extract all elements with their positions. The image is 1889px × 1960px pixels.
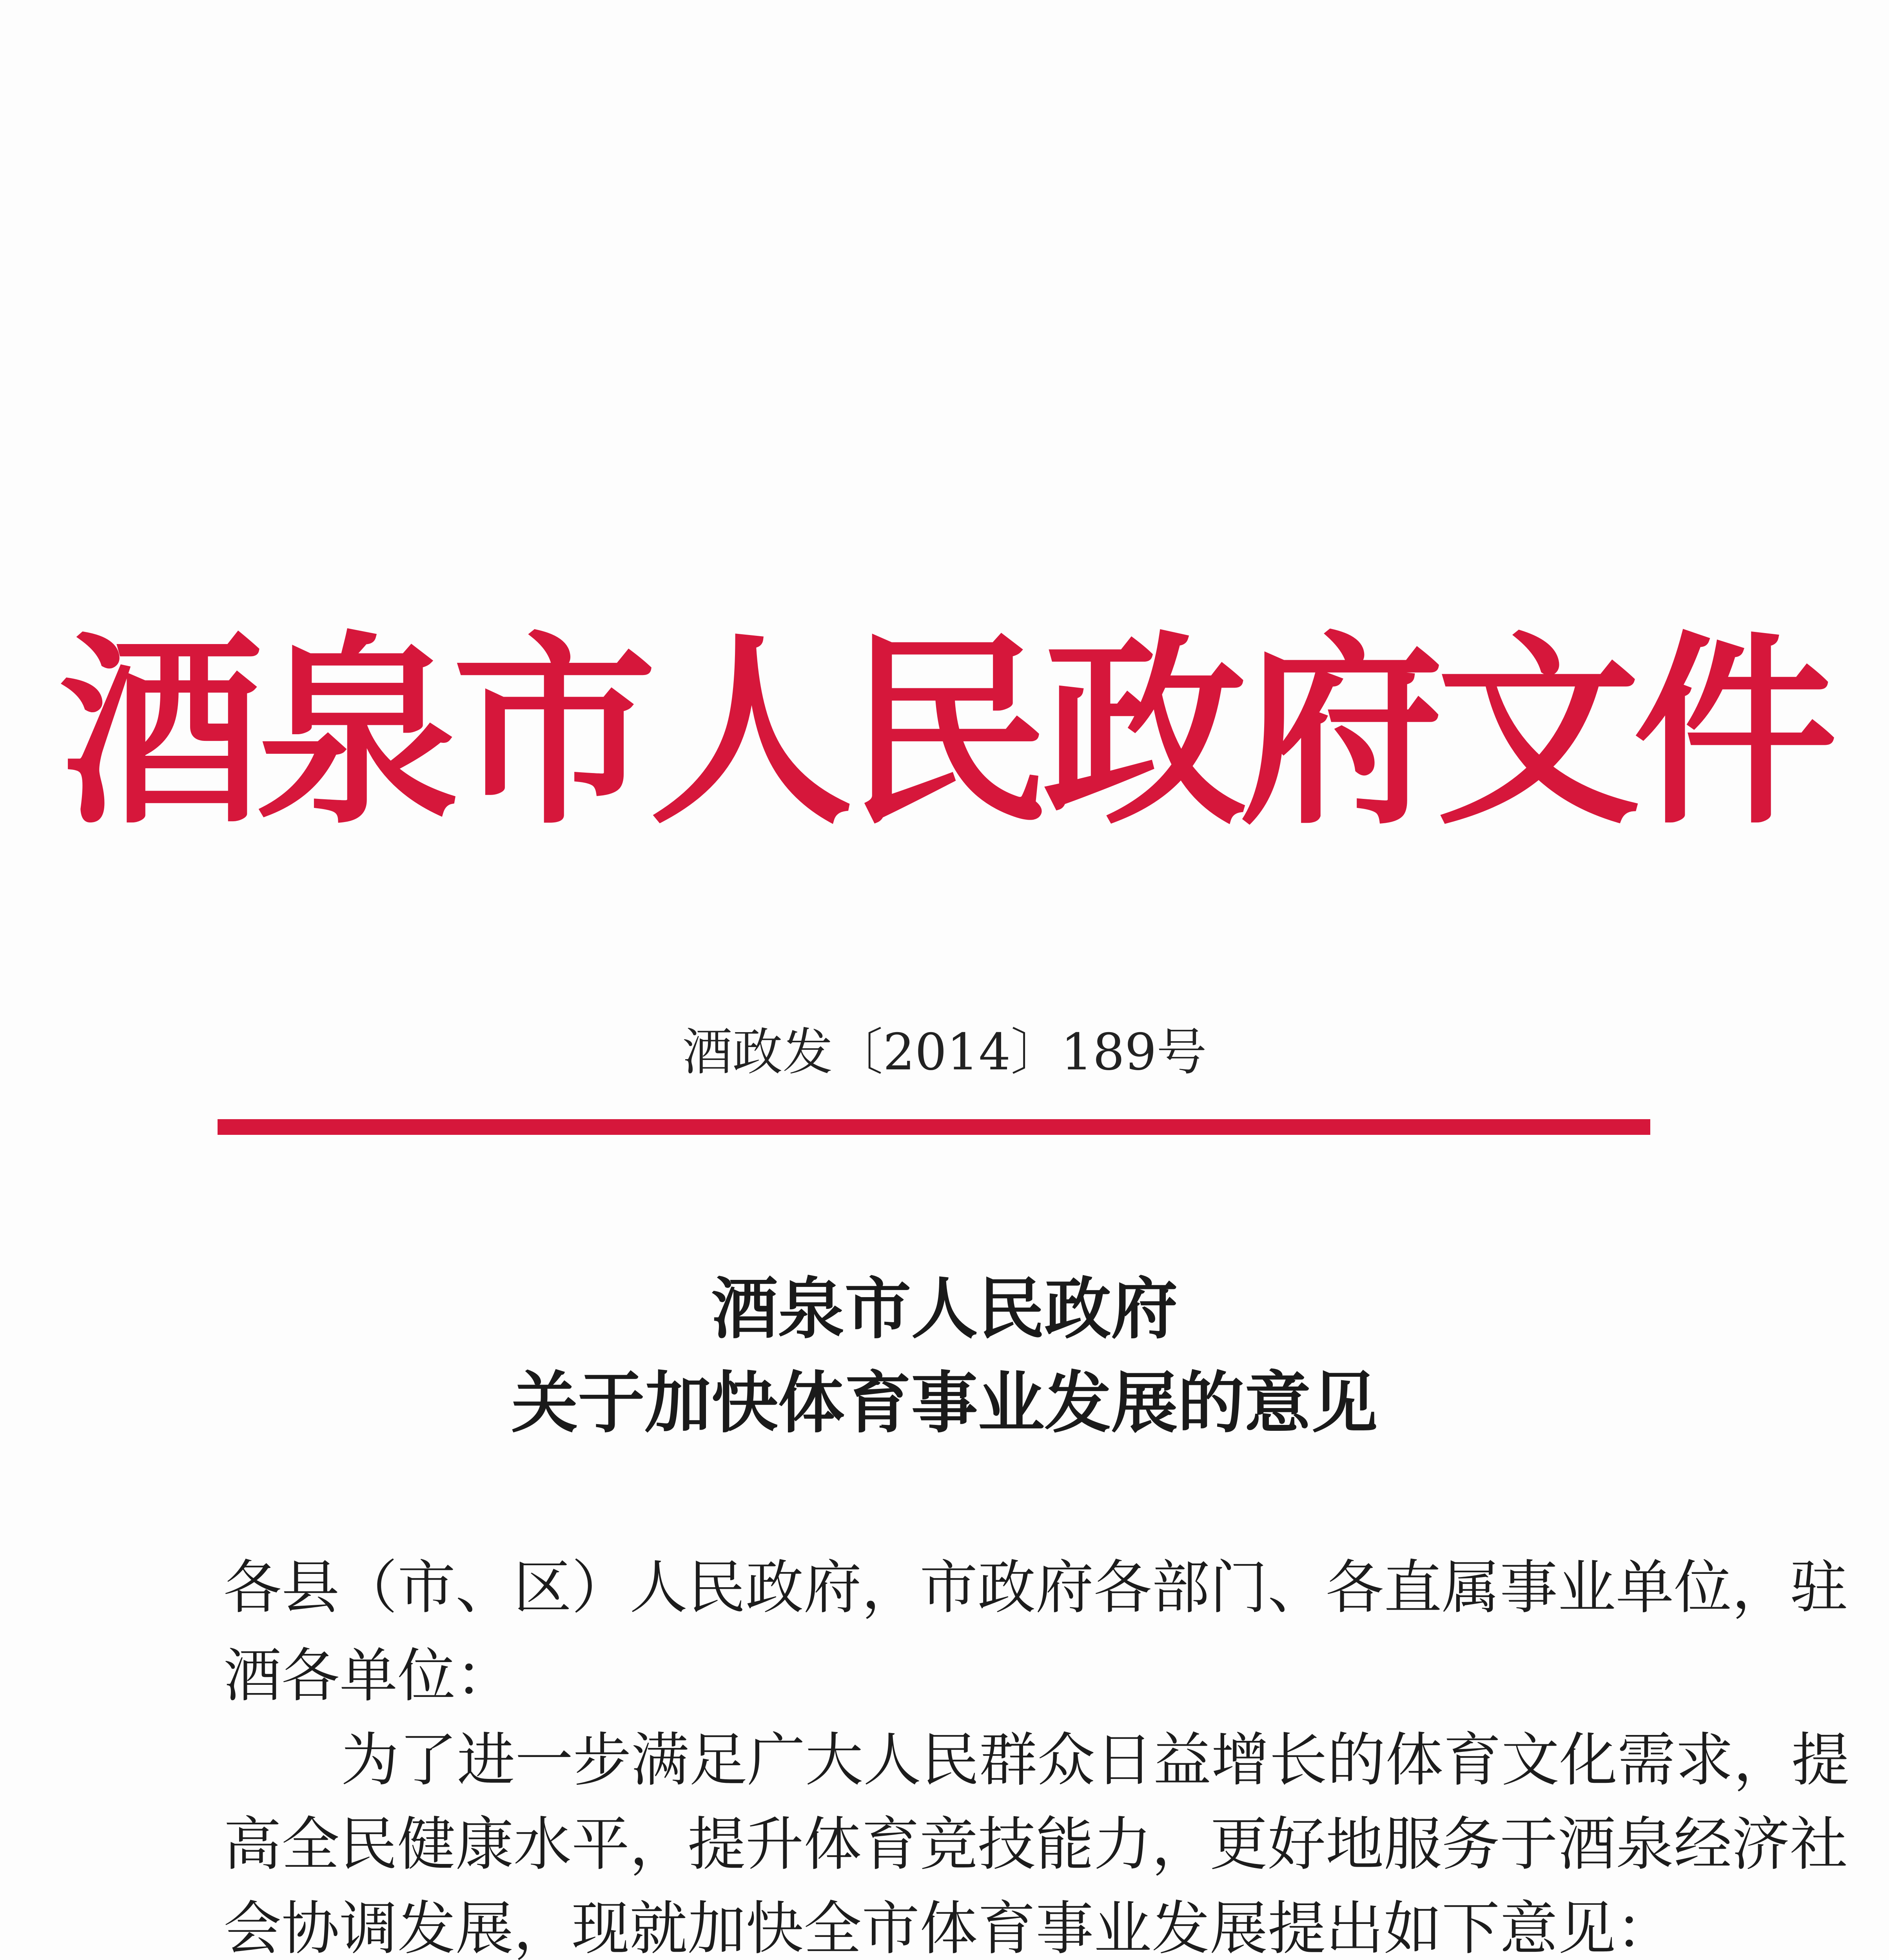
red-separator-line (218, 1119, 1650, 1135)
addressee-line-1: 各县（市、区）人民政府，市政府各部门、各直属事业单位，驻 (223, 1554, 1848, 1621)
intro-paragraph-line-1: 为了进一步满足广大人民群众日益增长的体育文化需求，提 (341, 1726, 1849, 1794)
intro-paragraph-line-3: 会协调发展，现就加快全市体育事业发展提出如下意见： (223, 1895, 1674, 1960)
addressee-line-2: 酒各单位： (223, 1642, 514, 1710)
issuing-authority-header: 酒泉市人民政府文件 (59, 614, 1830, 852)
document-title-line-2: 关于加快体育事业发展的意见 (511, 1365, 1378, 1442)
document-title-line-1: 酒泉市人民政府 (711, 1270, 1178, 1348)
intro-paragraph-line-2: 高全民健康水平，提升体育竞技能力，更好地服务于酒泉经济社 (223, 1811, 1848, 1878)
document-number: 酒政发〔2014〕189号 (682, 1023, 1207, 1082)
